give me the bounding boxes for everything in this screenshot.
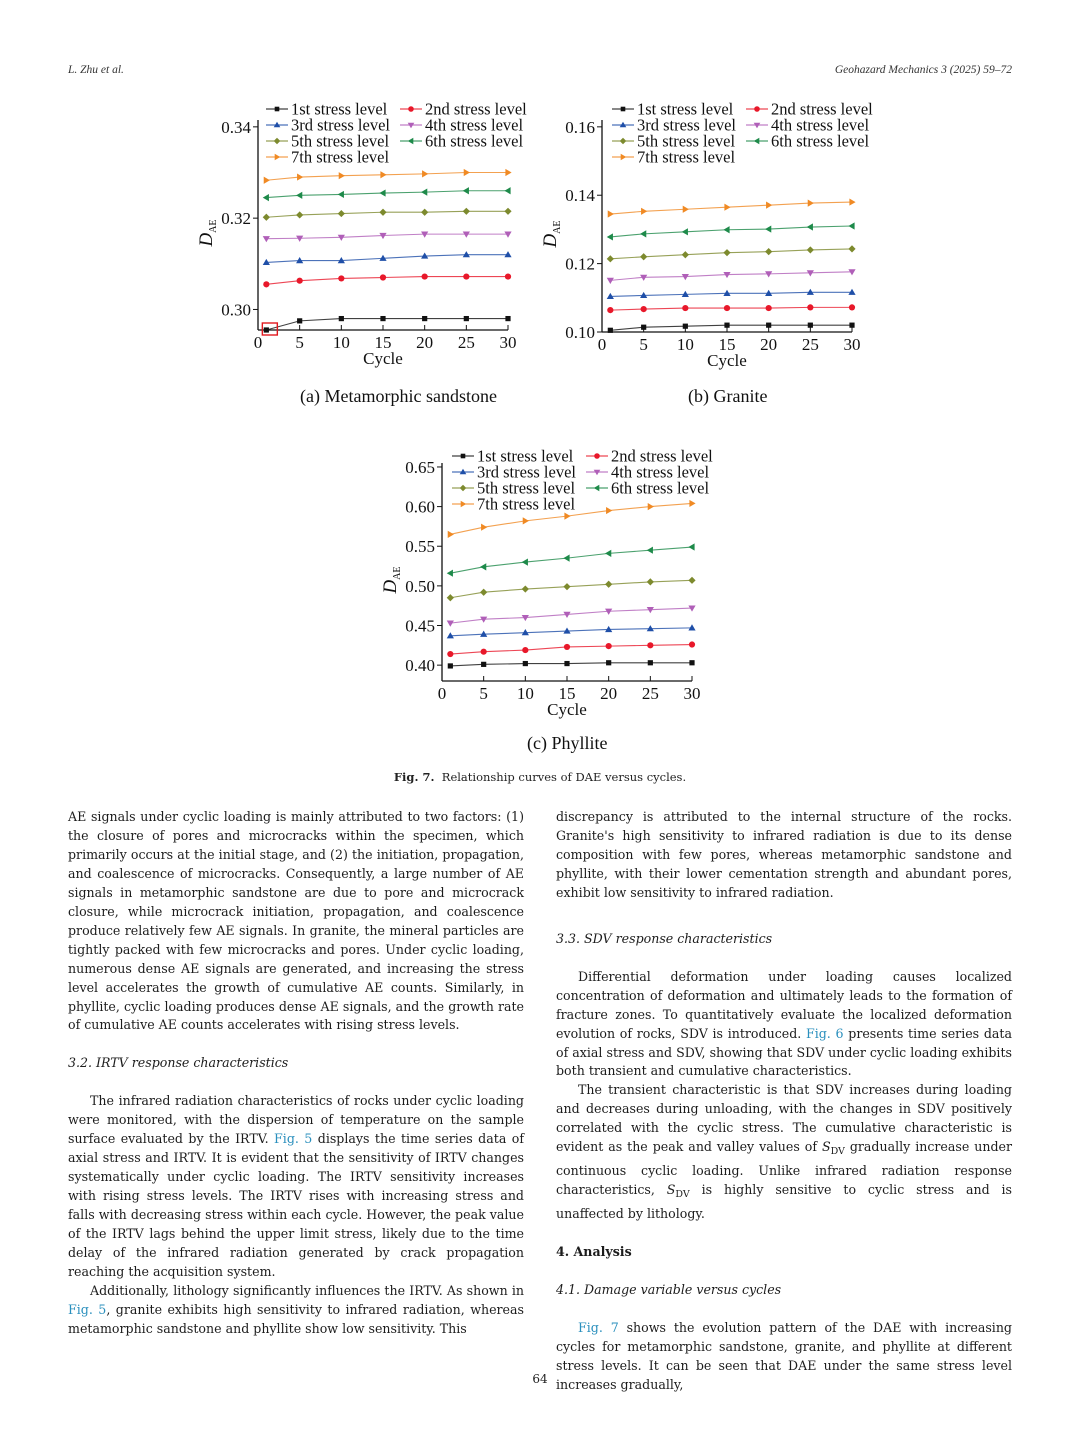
paragraph: discrepancy is attributed to the internal structure of the rocks. Granite's high sensitivity to infrared radiation is due to its dense composition with few pores, whereas metamorphic sandstone and phyllite, with their lower cementation strength and abundant pores, exhibit low sensitivity to infrared radiation. bbox=[556, 809, 1012, 900]
legend-label: 5th stress level bbox=[637, 131, 736, 151]
series-line bbox=[450, 547, 692, 573]
marker-triangle-right bbox=[689, 500, 695, 507]
series-5 bbox=[263, 208, 512, 221]
marker-diamond bbox=[460, 485, 467, 492]
marker-diamond bbox=[765, 248, 772, 255]
marker-diamond bbox=[607, 255, 614, 262]
x-tick-label: 30 bbox=[683, 684, 701, 703]
chart-b-svg bbox=[540, 96, 880, 376]
x-tick-label: 25 bbox=[641, 684, 659, 703]
legend-label: 2nd stress level bbox=[425, 99, 527, 119]
series-line bbox=[450, 663, 692, 666]
section-heading-3-2: 3.2. IRTV response characteristics bbox=[68, 1055, 289, 1071]
marker-triangle-right bbox=[724, 204, 730, 211]
series-3 bbox=[607, 289, 856, 299]
chart-panel-c bbox=[380, 443, 720, 725]
x-axis-label: Cycle bbox=[707, 351, 747, 370]
marker-triangle-right bbox=[380, 171, 386, 178]
fig-7-link[interactable]: Fig. 7 bbox=[578, 1320, 619, 1336]
series-2 bbox=[447, 641, 695, 657]
marker-diamond bbox=[682, 251, 689, 258]
series-line bbox=[450, 628, 692, 636]
marker-triangle-left bbox=[379, 189, 385, 196]
panel-caption-a: (a) Metamorphic sandstone bbox=[300, 386, 497, 406]
marker-circle bbox=[408, 106, 414, 112]
marker-square bbox=[648, 660, 653, 665]
series-line bbox=[610, 272, 852, 281]
marker-triangle-right bbox=[641, 208, 647, 215]
marker-diamond bbox=[338, 210, 345, 217]
marker-triangle-right bbox=[683, 206, 689, 213]
series-6 bbox=[607, 222, 855, 240]
fig-6-link[interactable]: Fig. 6 bbox=[805, 1025, 844, 1041]
paragraph: Additionally, lithology significantly influences the IRTV. As shown in Fig. 5, granite exhibits high sensitivity to infrared radiation, whereas metamorphic sandstone and phyllite show low sensitivity. This bbox=[68, 1282, 524, 1336]
x-tick-label: 10 bbox=[516, 684, 534, 703]
legend-item bbox=[746, 132, 869, 151]
marker-triangle-left bbox=[807, 223, 813, 230]
series-6 bbox=[263, 187, 511, 201]
y-tick-label: 0.16 bbox=[565, 117, 595, 137]
series-line bbox=[610, 202, 852, 214]
legend-label: 7th stress level bbox=[477, 494, 576, 514]
fig-5-link[interactable]: Fig. 5 bbox=[274, 1131, 313, 1147]
x-axis-label: Cycle bbox=[547, 700, 587, 719]
x-tick-label: 0 bbox=[597, 335, 607, 354]
marker-circle bbox=[505, 273, 511, 279]
legend-item bbox=[452, 495, 575, 514]
marker-diamond bbox=[688, 577, 695, 584]
marker-circle bbox=[338, 275, 344, 281]
x-tick-label: 5 bbox=[479, 684, 488, 703]
marker-circle bbox=[682, 305, 688, 311]
series-line bbox=[266, 319, 508, 330]
marker-square bbox=[448, 663, 453, 668]
marker-triangle-right bbox=[481, 524, 487, 531]
marker-triangle-left bbox=[682, 228, 688, 235]
series-line bbox=[266, 255, 508, 263]
marker-square bbox=[523, 661, 528, 666]
marker-circle bbox=[380, 274, 386, 280]
marker-diamond bbox=[647, 578, 654, 585]
marker-circle bbox=[422, 273, 428, 279]
marker-square bbox=[275, 107, 280, 112]
marker-triangle-left bbox=[765, 225, 771, 232]
marker-square bbox=[505, 316, 510, 321]
panel-caption-b: (b) Granite bbox=[688, 386, 768, 406]
marker-triangle-left bbox=[263, 194, 269, 201]
y-tick-label: 0.10 bbox=[565, 323, 595, 342]
marker-diamond bbox=[421, 209, 428, 216]
marker-triangle-left bbox=[607, 233, 613, 240]
marker-square bbox=[766, 323, 771, 328]
marker-square bbox=[608, 328, 613, 333]
marker-square bbox=[481, 662, 486, 667]
marker-circle bbox=[564, 644, 570, 650]
marker-square bbox=[641, 325, 646, 330]
marker-triangle-right bbox=[606, 507, 612, 514]
marker-diamond bbox=[563, 583, 570, 590]
marker-diamond bbox=[379, 209, 386, 216]
chart-panel-b bbox=[540, 96, 880, 376]
marker-diamond bbox=[522, 585, 529, 592]
marker-diamond bbox=[447, 594, 454, 601]
series-7 bbox=[264, 169, 512, 184]
marker-triangle-left bbox=[463, 187, 469, 194]
marker-triangle-right bbox=[464, 169, 470, 176]
legend bbox=[452, 447, 713, 514]
series-2 bbox=[607, 304, 855, 313]
legend-item bbox=[586, 479, 709, 498]
y-tick-label: 0.55 bbox=[405, 537, 435, 557]
marker-circle bbox=[297, 278, 303, 284]
series-line bbox=[266, 173, 508, 181]
y-axis-label-d: D bbox=[380, 579, 401, 594]
marker-triangle-right bbox=[448, 531, 454, 538]
y-tick-label: 0.50 bbox=[405, 576, 435, 596]
marker-triangle-left bbox=[594, 485, 600, 492]
series-4 bbox=[607, 269, 856, 284]
legend-item bbox=[400, 132, 523, 151]
marker-square bbox=[264, 327, 269, 332]
marker-diamond bbox=[263, 214, 270, 221]
marker-triangle-right bbox=[608, 210, 614, 217]
marker-triangle-left bbox=[522, 558, 528, 565]
running-head-journal: Geohazard Mechanics 3 (2025) 59–72 bbox=[834, 64, 1012, 76]
marker-square bbox=[724, 323, 729, 328]
marker-triangle-left bbox=[688, 543, 694, 550]
page-number: 64 bbox=[532, 1372, 548, 1386]
chart-c-svg bbox=[380, 443, 720, 725]
series-6 bbox=[447, 543, 695, 576]
x-tick-label: 30 bbox=[499, 333, 517, 352]
marker-diamond bbox=[640, 253, 647, 260]
marker-diamond bbox=[848, 245, 855, 252]
marker-square bbox=[808, 323, 813, 328]
marker-square bbox=[461, 454, 466, 459]
legend-label: 2nd stress level bbox=[771, 99, 873, 119]
series-2 bbox=[263, 273, 511, 287]
legend bbox=[612, 100, 873, 167]
paragraph: The transient characteristic is that SDV increases during loading and decreases during unloading, with the changes in SDV positively correlated with the cyclic stress. The cumulative characteristic is evident as the peak and valley values of $S_{DV}$ gradually increase under continuous cyclic loading. Unlike infrared radiation response characteristics, $S_{DV}$ is highly sensitive to cyclic stress and is unaffected by lithology. bbox=[556, 1082, 1013, 1222]
series-line bbox=[266, 191, 508, 198]
marker-triangle-down bbox=[447, 621, 454, 627]
x-tick-label: 5 bbox=[295, 333, 304, 352]
legend-label: 4th stress level bbox=[425, 115, 524, 135]
marker-triangle-left bbox=[504, 187, 510, 194]
marker-circle bbox=[594, 453, 600, 459]
y-axis-label-sub: AE bbox=[552, 220, 563, 234]
y-tick-label: 0.12 bbox=[565, 254, 595, 274]
series-line bbox=[266, 211, 508, 217]
y-tick-label: 0.40 bbox=[405, 656, 435, 676]
series-line bbox=[610, 325, 852, 330]
legend-label: 1st stress level bbox=[291, 99, 388, 119]
marker-triangle-left bbox=[480, 563, 486, 570]
paragraph: Differential deformation under loading causes localized concentration of deformation and ultimately leads to the formation of fracture zones. To quantitatively evaluate the localized deformation evolution of rocks, SDV is introduced. Fig. 6 presents time series data of axial stress and SDV, showing that SDV under cyclic loading exhibits both transient and cumulative characteristics. bbox=[556, 968, 1012, 1079]
x-tick-label: 15 bbox=[558, 684, 576, 703]
fig-5-link[interactable]: Fig. 5 bbox=[68, 1301, 107, 1317]
marker-circle bbox=[849, 304, 855, 310]
legend-label: 6th stress level bbox=[425, 131, 524, 151]
marker-circle bbox=[463, 273, 469, 279]
marker-circle bbox=[754, 106, 760, 112]
series-5 bbox=[607, 245, 856, 262]
figure-label: Fig. 7. bbox=[393, 770, 435, 784]
marker-triangle-right bbox=[297, 173, 303, 180]
series-7 bbox=[608, 198, 856, 217]
marker-diamond bbox=[723, 249, 730, 256]
y-tick-label: 0.34 bbox=[221, 117, 251, 137]
marker-triangle-left bbox=[640, 230, 646, 237]
series-3 bbox=[263, 251, 512, 265]
marker-circle bbox=[606, 643, 612, 649]
y-axis-label-d: D bbox=[540, 233, 561, 248]
series-3 bbox=[447, 624, 696, 638]
y-tick-label: 0.60 bbox=[405, 497, 435, 517]
x-tick-label: 10 bbox=[676, 335, 694, 354]
marker-square bbox=[339, 316, 344, 321]
y-tick-label: 0.32 bbox=[221, 209, 251, 229]
legend-label: 3rd stress level bbox=[637, 115, 736, 135]
marker-triangle-right bbox=[339, 172, 345, 179]
marker-diamond bbox=[463, 208, 470, 215]
right-column bbox=[556, 808, 1012, 1395]
legend-label: 7th stress level bbox=[291, 147, 390, 167]
marker-triangle-left bbox=[754, 138, 760, 145]
series-line bbox=[610, 226, 852, 237]
legend-label: 6th stress level bbox=[771, 131, 870, 151]
chart-panel-a bbox=[196, 96, 536, 376]
marker-triangle-right bbox=[523, 517, 529, 524]
x-tick-label: 20 bbox=[600, 684, 618, 703]
marker-diamond bbox=[480, 589, 487, 596]
legend-label: 4th stress level bbox=[611, 462, 710, 482]
y-axis-label-sub: AE bbox=[392, 566, 403, 580]
marker-square bbox=[683, 324, 688, 329]
marker-triangle-right bbox=[264, 177, 270, 184]
x-tick-label: 15 bbox=[374, 333, 392, 352]
y-tick-label: 0.45 bbox=[405, 616, 435, 636]
series-5 bbox=[447, 577, 696, 602]
symbol-s-dv: $S_{DV}$ bbox=[666, 1182, 690, 1201]
legend-item bbox=[266, 148, 389, 167]
y-tick-label: 0.14 bbox=[565, 186, 595, 206]
legend-label: 3rd stress level bbox=[291, 115, 390, 135]
figure-caption-text: Relationship curves of DAE versus cycles. bbox=[441, 770, 687, 784]
marker-square bbox=[564, 661, 569, 666]
marker-diamond bbox=[807, 246, 814, 253]
marker-square bbox=[689, 660, 694, 665]
marker-circle bbox=[447, 651, 453, 657]
marker-circle bbox=[481, 649, 487, 655]
marker-triangle-right bbox=[275, 154, 281, 161]
marker-triangle-right bbox=[422, 170, 428, 177]
marker-square bbox=[464, 316, 469, 321]
series-line bbox=[450, 608, 692, 623]
marker-circle bbox=[522, 647, 528, 653]
marker-circle bbox=[689, 641, 695, 647]
legend-label: 6th stress level bbox=[611, 478, 710, 498]
section-heading-4: 4. Analysis bbox=[556, 1244, 632, 1260]
marker-triangle-right bbox=[808, 199, 814, 206]
y-axis-label bbox=[540, 220, 563, 248]
legend-item bbox=[612, 148, 735, 167]
marker-square bbox=[380, 316, 385, 321]
x-tick-label: 25 bbox=[801, 335, 819, 354]
legend-label: 5th stress level bbox=[477, 478, 576, 498]
x-tick-label: 25 bbox=[457, 333, 475, 352]
x-tick-label: 30 bbox=[843, 335, 861, 354]
marker-diamond bbox=[620, 138, 627, 145]
section-heading-4-1: 4.1. Damage variable versus cycles bbox=[556, 1282, 782, 1298]
marker-square bbox=[297, 318, 302, 323]
legend-label: 5th stress level bbox=[291, 131, 390, 151]
x-axis-label: Cycle bbox=[363, 349, 403, 368]
marker-triangle-right bbox=[564, 513, 570, 520]
marker-triangle-left bbox=[605, 550, 611, 557]
symbol-s-dv: $S_{DV}$ bbox=[821, 1139, 845, 1158]
marker-triangle-left bbox=[296, 192, 302, 199]
x-tick-label: 10 bbox=[332, 333, 350, 352]
legend-label: 1st stress level bbox=[477, 446, 574, 466]
y-axis-label-sub: AE bbox=[208, 219, 219, 233]
series-4 bbox=[447, 605, 696, 626]
series-4 bbox=[263, 232, 512, 243]
marker-triangle-left bbox=[647, 547, 653, 554]
marker-triangle-right bbox=[766, 202, 772, 209]
marker-circle bbox=[724, 305, 730, 311]
marker-circle bbox=[641, 306, 647, 312]
series-1 bbox=[448, 660, 695, 668]
series-1 bbox=[608, 323, 855, 333]
marker-triangle-left bbox=[723, 226, 729, 233]
paragraph: The infrared radiation characteristics of rocks under cyclic loading were monitored, with the dispersion of temperature on the sample surface evaluated by the IRTV. Fig. 5 displays the time series data of axial stress and IRTV. It is evident that the sensitivity of IRTV changes systematically under cyclic loading. The IRTV sensitivity increases with rising stress levels. The IRTV rises with increasing stress and falls with decreasing stress within each cycle. However, the peak value of the IRTV lags behind the upper limit stress, likely due to the time delay of the infrared radiation generated by crack propagation reaching the acquisition system. bbox=[68, 1093, 524, 1279]
paragraph: AE signals under cyclic loading is mainly attributed to two factors: (1) the closure of pores and microcracks within the specimen, which primarily occurs at the initial stage, and (2) the initiation, propagation, and coalescence of microcracks. Consequently, a large number of AE signals in metamorphic sandstone are due to pore and microcrack closure, while microcrack initiation, propagation, and coalescence produce relatively few AE signals. In granite, the mineral particles are tightly packed with few microcracks and pores. Under cyclic loading, numerous dense AE signals are generated, and increasing the stress level accelerates the growth of cumulative AE counts. Similarly, in phyllite, cyclic loading produces dense AE signals, and the growth rate of cumulative AE counts accelerates with rising stress levels. bbox=[68, 809, 524, 1033]
x-tick-label: 0 bbox=[437, 684, 447, 703]
marker-diamond bbox=[605, 581, 612, 588]
legend-label: 1st stress level bbox=[637, 99, 734, 119]
running-head-authors: L. Zhu et al. bbox=[68, 64, 124, 76]
x-tick-label: 15 bbox=[718, 335, 736, 354]
marker-circle bbox=[263, 281, 269, 287]
marker-triangle-right bbox=[648, 503, 654, 510]
legend-label: 3rd stress level bbox=[477, 462, 576, 482]
x-tick-label: 20 bbox=[760, 335, 778, 354]
y-axis-label-d: D bbox=[196, 232, 217, 247]
legend-label: 7th stress level bbox=[637, 147, 736, 167]
section-heading-3-3: 3.3. SDV response characteristics bbox=[556, 930, 773, 946]
marker-square bbox=[606, 660, 611, 665]
marker-diamond bbox=[504, 208, 511, 215]
marker-diamond bbox=[296, 211, 303, 218]
marker-triangle-right bbox=[621, 154, 627, 161]
figure-caption bbox=[0, 770, 1080, 784]
left-column bbox=[68, 808, 524, 1339]
legend-label: 2nd stress level bbox=[611, 446, 713, 466]
x-tick-label: 20 bbox=[416, 333, 434, 352]
y-axis-label bbox=[380, 566, 403, 594]
y-axis-label bbox=[196, 219, 219, 247]
marker-triangle-left bbox=[408, 138, 414, 145]
marker-square bbox=[621, 107, 626, 112]
series-line bbox=[450, 580, 692, 597]
marker-triangle-right bbox=[849, 198, 855, 205]
marker-triangle-left bbox=[848, 222, 854, 229]
marker-triangle-down bbox=[607, 278, 614, 284]
marker-triangle-right bbox=[505, 169, 511, 176]
marker-triangle-left bbox=[421, 189, 427, 196]
series-line bbox=[610, 292, 852, 296]
legend-label: 4th stress level bbox=[771, 115, 870, 135]
marker-circle bbox=[766, 305, 772, 311]
marker-square bbox=[849, 323, 854, 328]
y-tick-label: 0.65 bbox=[405, 457, 435, 477]
marker-diamond bbox=[274, 138, 281, 145]
marker-triangle-left bbox=[338, 191, 344, 198]
marker-circle bbox=[607, 307, 613, 313]
marker-circle bbox=[807, 304, 813, 310]
x-tick-label: 0 bbox=[253, 333, 263, 352]
marker-circle bbox=[647, 642, 653, 648]
x-tick-label: 5 bbox=[639, 335, 648, 354]
chart-a-svg bbox=[196, 96, 536, 376]
marker-triangle-left bbox=[563, 555, 569, 562]
marker-triangle-left bbox=[447, 570, 453, 577]
marker-square bbox=[422, 316, 427, 321]
paragraph: Fig. 7 shows the evolution pattern of the DAE with increasing cycles for metamorphic sandstone, granite, and phyllite at different stress levels. It can be seen that DAE under the same stress level increases gradually, bbox=[556, 1320, 1012, 1392]
legend bbox=[266, 100, 527, 167]
marker-triangle-right bbox=[461, 501, 467, 508]
panel-caption-c: (c) Phyllite bbox=[527, 733, 608, 753]
y-tick-label: 0.30 bbox=[221, 300, 251, 320]
